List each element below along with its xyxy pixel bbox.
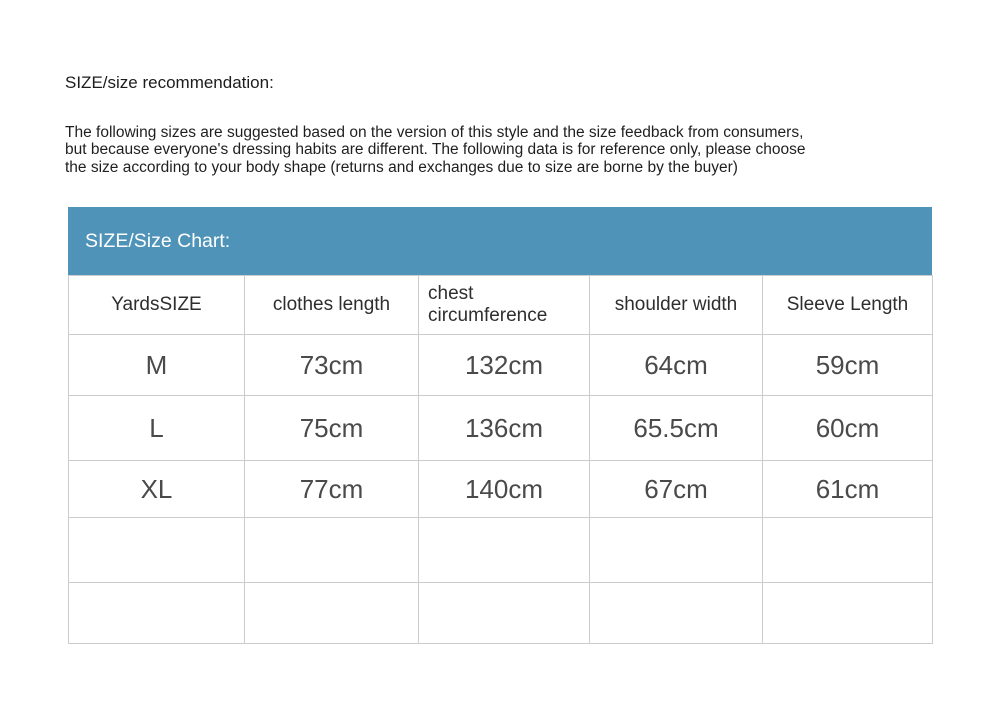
column-header-clothes-length: clothes length	[245, 276, 419, 335]
cell-clothes-length: 73cm	[245, 335, 419, 396]
cell-empty	[419, 583, 590, 644]
table-row-size-xl	[69, 461, 933, 518]
cell-empty	[69, 583, 245, 644]
cell-empty	[245, 518, 419, 583]
table-row-size-m	[69, 335, 933, 396]
cell-empty	[763, 518, 933, 583]
table-row-size-l	[69, 396, 933, 461]
cell-empty	[590, 583, 763, 644]
size-chart-banner-title: SIZE/Size Chart:	[85, 229, 231, 252]
intro-line-3: the size according to your body shape (returns and exchanges due to size are borne by the buyer)	[65, 158, 738, 176]
table-row-empty	[69, 518, 933, 583]
cell-shoulder-width: 65.5cm	[590, 396, 763, 461]
cell-sleeve-length: 61cm	[763, 461, 933, 518]
size-chart-table	[68, 275, 933, 644]
cell-empty	[590, 518, 763, 583]
page-title: SIZE/size recommendation:	[65, 73, 274, 92]
cell-chest-circumference: 136cm	[419, 396, 590, 461]
cell-shoulder-width: 67cm	[590, 461, 763, 518]
column-header-sleeve-length: Sleeve Length	[763, 276, 933, 335]
column-header-yards-size: YardsSIZE	[69, 276, 245, 335]
column-header-shoulder-width: shoulder width	[590, 276, 763, 335]
size-chart-banner	[68, 207, 932, 275]
cell-clothes-length: 75cm	[245, 396, 419, 461]
cell-sleeve-length: 60cm	[763, 396, 933, 461]
table-header-row	[69, 276, 933, 335]
intro-line-1: The following sizes are suggested based on the version of this style and the size feedback from consumers,	[65, 124, 804, 141]
cell-size: L	[69, 396, 245, 461]
intro-paragraph	[65, 124, 965, 176]
cell-shoulder-width: 64cm	[590, 335, 763, 396]
cell-clothes-length: 77cm	[245, 461, 419, 518]
cell-size: M	[69, 335, 245, 396]
intro-line-2: but because everyone's dressing habits are different. The following data is for reference only, please choose	[65, 141, 806, 159]
cell-empty	[245, 583, 419, 644]
cell-chest-circumference: 132cm	[419, 335, 590, 396]
cell-empty	[763, 583, 933, 644]
cell-size: XL	[69, 461, 245, 518]
cell-sleeve-length: 59cm	[763, 335, 933, 396]
column-header-chest-circumference: chest circumference	[419, 276, 590, 335]
table-row-empty	[69, 583, 933, 644]
cell-empty	[69, 518, 245, 583]
cell-empty	[419, 518, 590, 583]
cell-chest-circumference: 140cm	[419, 461, 590, 518]
